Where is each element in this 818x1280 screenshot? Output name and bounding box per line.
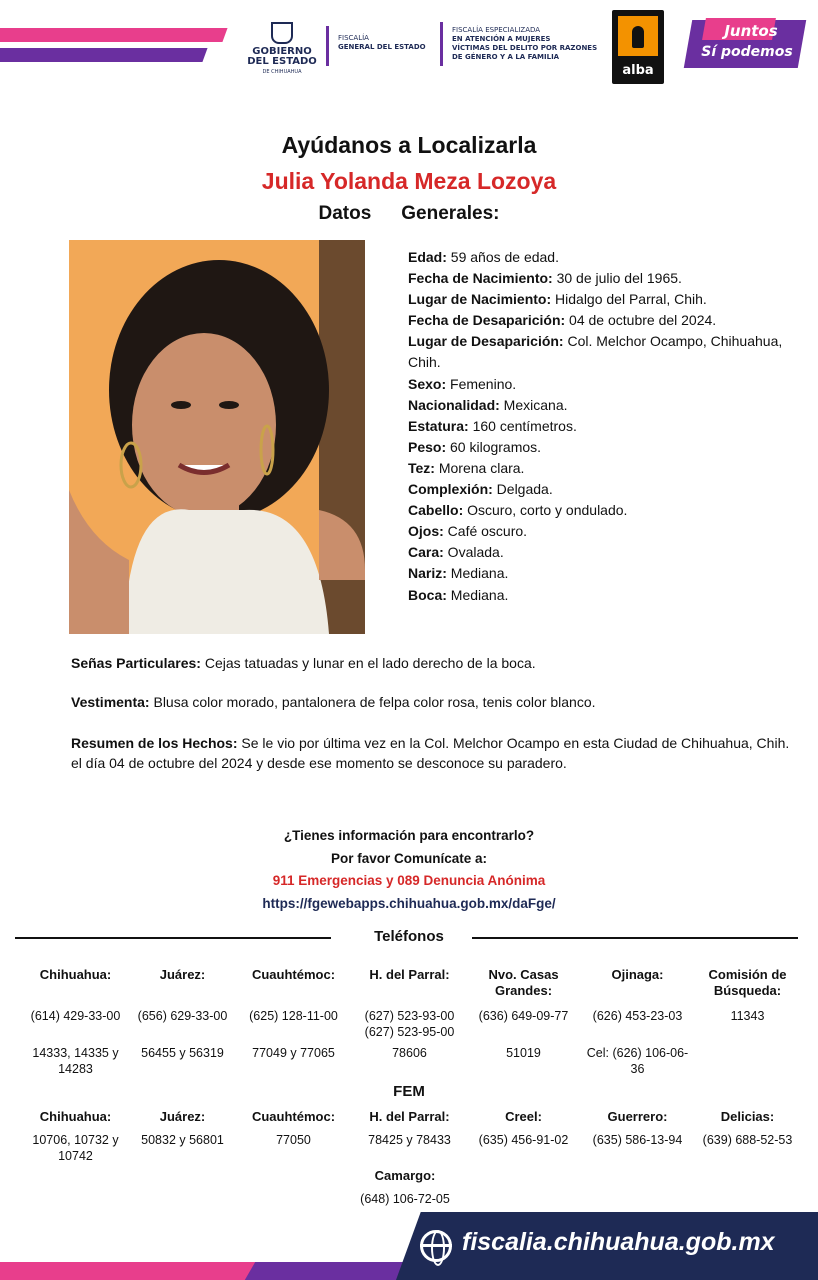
fem-line3: VÍCTIMAS DEL DELITO POR RAZONES: [452, 44, 598, 52]
tel-phone[interactable]: (636) 649-09-77: [478, 1009, 569, 1023]
datos-value: Col. Melchor Ocampo, Chihuahua, Chih.: [408, 333, 783, 371]
datos-label: Nariz:: [408, 565, 447, 582]
fem-value[interactable]: (639) 688-52-53: [702, 1133, 793, 1147]
senas-value: Cejas tatuadas y lunar en el lado derecho de la boca.: [200, 655, 536, 671]
datos-label: Fecha de Desaparición:: [408, 312, 566, 329]
fem-city: Chihuahua:: [39, 1109, 112, 1124]
fge-line2: GENERAL DEL ESTADO: [338, 43, 426, 51]
senas-label: Señas Particulares:: [71, 655, 201, 671]
datos-label: Boca:: [408, 586, 447, 603]
tel-city: Cuauhtémoc:: [251, 967, 336, 982]
datos-item: [408, 374, 803, 395]
tel-extension: 78606: [392, 1046, 427, 1060]
datos-value: 30 de julio del 1965.: [552, 270, 682, 287]
datos-value: Hidalgo del Parral, Chih.: [551, 291, 707, 308]
tel-phone[interactable]: (625) 128-11-00: [249, 1009, 338, 1023]
datos-value: Mediana.: [446, 586, 509, 603]
datos-item: [408, 542, 803, 563]
vestimenta-label: Vestimenta:: [71, 694, 150, 710]
fem-value[interactable]: 78425 y 78433: [368, 1133, 451, 1147]
fem-line2: EN ATENCIÓN A MUJERES: [452, 35, 551, 43]
fem-heading: FEM: [393, 1083, 425, 1100]
poster-title: Ayúdanos a Localizarla: [281, 132, 537, 158]
datos-value: Oscuro, corto y ondulado.: [463, 502, 628, 519]
datos-item: [408, 479, 803, 500]
heading-part-1: Datos: [318, 203, 372, 224]
vestimenta-value: Blusa color morado, pantalonera de felpa color rosa, tenis color blanco.: [149, 694, 596, 710]
datos-item: [408, 563, 803, 584]
tel-extension: 14333, 14335 y 14283: [32, 1046, 119, 1076]
contact-block: [0, 825, 818, 915]
datos-generales-list: [408, 247, 803, 606]
person-icon: [632, 26, 644, 48]
datos-value: Café oscuro.: [443, 523, 528, 540]
tel-extension: Cel: (626) 106-06-36: [586, 1046, 689, 1076]
telefonos-heading: Teléfonos: [374, 928, 444, 945]
fem-line1: FISCALÍA ESPECIALIZADA: [452, 26, 541, 34]
fem-city: Creel:: [505, 1109, 542, 1124]
datos-label: Cara:: [408, 544, 444, 561]
fge-line1: FISCALÍA: [338, 34, 369, 42]
report-url-link[interactable]: https://fgewebapps.chihuahua.gob.mx/daFge/: [262, 895, 556, 911]
datos-item: [408, 521, 803, 542]
person-name: Julia Yolanda Meza Lozoya: [261, 168, 557, 194]
contact-question: ¿Tienes información para encontrarlo?: [283, 828, 535, 843]
datos-item: [408, 585, 803, 606]
fem-city: Delicias:: [720, 1109, 775, 1124]
datos-item: [408, 500, 803, 521]
datos-value: Delgada.: [492, 481, 553, 498]
datos-label: Estatura:: [408, 417, 469, 434]
datos-item: [408, 395, 803, 416]
tel-city: Juárez:: [159, 967, 206, 982]
vestimenta: [71, 692, 791, 712]
datos-value: Morena clara.: [434, 459, 525, 476]
contact-please: Por favor Comunícate a:: [330, 850, 488, 866]
datos-value: Mexicana.: [499, 396, 568, 413]
tel-extension: 56455 y 56319: [141, 1046, 224, 1060]
gob-line2: DEL ESTADO: [247, 56, 317, 67]
emergency-numbers: 911 Emergencias y 089 Denuncia Anónima: [272, 873, 546, 888]
protocolo-alba-logo: [612, 10, 664, 84]
header-divider-2: [440, 22, 443, 66]
alba-text: alba: [622, 63, 654, 78]
datos-label: Fecha de Nacimiento:: [408, 270, 553, 287]
fiscalia-general-logo: [338, 34, 426, 52]
camargo-phone[interactable]: (648) 106-72-05: [360, 1192, 450, 1206]
datos-label: Peso:: [408, 438, 447, 455]
datos-label: Nacionalidad:: [408, 396, 500, 413]
tel-phone[interactable]: (627) 523-93-00 (627) 523-95-00: [364, 1009, 455, 1039]
datos-value: Femenino.: [446, 375, 517, 392]
resumen-hechos: [71, 733, 791, 773]
camargo-city: Camargo:: [374, 1168, 436, 1183]
datos-label: Edad:: [408, 249, 447, 265]
datos-value: Mediana.: [446, 565, 509, 582]
datos-item: [408, 437, 803, 458]
tel-city: Nvo. Casas Grandes:: [488, 967, 559, 998]
fem-line4: DE GÉNERO Y A LA FAMILIA: [452, 53, 560, 61]
resumen-label: Resumen de los Hechos:: [71, 735, 238, 751]
datos-item: [408, 458, 803, 479]
datos-label: Sexo:: [408, 375, 447, 392]
datos-value: 59 años de edad.: [446, 249, 559, 265]
tel-city: Ojinaga:: [611, 967, 664, 982]
datos-item: [408, 310, 803, 331]
tel-phone[interactable]: (614) 429-33-00: [30, 1009, 121, 1023]
fem-value[interactable]: (635) 586-13-94: [592, 1133, 683, 1147]
datos-generales-heading: [0, 203, 818, 225]
header-divider: [326, 26, 329, 66]
footer-website-link[interactable]: fiscalia.chihuahua.gob.mx: [462, 1228, 775, 1256]
fem-value[interactable]: 10706, 10732 y 10742: [32, 1133, 119, 1163]
slogan-line1: Juntos: [724, 22, 778, 40]
person-photo: [69, 240, 365, 634]
datos-item: [408, 331, 803, 373]
datos-label: Lugar de Nacimiento:: [408, 291, 552, 308]
fem-city: Guerrero:: [607, 1109, 668, 1124]
footer-pink-band: [0, 1262, 285, 1280]
tel-extension: 51019: [506, 1046, 541, 1060]
datos-item: [408, 289, 803, 310]
tel-phone[interactable]: (656) 629-33-00: [137, 1009, 228, 1023]
senas-particulares: [71, 653, 791, 673]
tel-city: H. del Parral:: [369, 967, 450, 982]
fem-value[interactable]: (635) 456-91-02: [478, 1133, 569, 1147]
datos-value: 04 de octubre del 2024.: [565, 312, 717, 329]
datos-label: Ojos:: [408, 523, 444, 540]
datos-item: [408, 416, 803, 437]
fem-city: Juárez:: [159, 1109, 206, 1124]
datos-label: Complexión:: [408, 481, 493, 498]
tel-city: Chihuahua:: [39, 967, 112, 982]
datos-item: [408, 247, 803, 268]
tel-extension: 77049 y 77065: [252, 1046, 335, 1060]
tel-phone[interactable]: 11343: [730, 1009, 765, 1023]
datos-value: 160 centímetros.: [468, 417, 577, 434]
resumen-value: Se le vio por última vez en la Col. Melchor Ocampo en esta Ciudad de Chihuahua, Chih. el día 04 de octubre del 2024 y desde ese momento se desconoce su paradero.: [71, 735, 790, 771]
datos-label: Lugar de Desaparición:: [408, 333, 564, 350]
portrait-illustration: [69, 240, 365, 634]
header-pink-stripe: [0, 28, 228, 42]
fem-city: Cuauhtémoc:: [251, 1109, 336, 1124]
datos-label: Cabello:: [408, 502, 464, 519]
globe-icon: [420, 1230, 452, 1262]
header-purple-stripe: [0, 48, 208, 62]
state-shield-icon: [271, 22, 293, 44]
datos-item: [408, 268, 803, 289]
fem-city: H. del Parral:: [369, 1109, 450, 1124]
datos-value: 60 kilogramos.: [446, 438, 542, 455]
gobierno-estado-logo: [246, 22, 318, 77]
datos-value: Ovalada.: [443, 544, 504, 561]
gob-line1: GOBIERNO: [252, 46, 312, 57]
tel-city: Comisión de Búsqueda:: [708, 967, 787, 998]
fiscalia-mujeres-logo: [452, 26, 602, 62]
tel-phone[interactable]: (626) 453-23-03: [592, 1009, 683, 1023]
slogan-line2: Sí podemos: [701, 44, 793, 60]
datos-label: Tez:: [408, 459, 435, 476]
gob-line3: DE CHIHUAHUA: [262, 69, 302, 75]
fem-value[interactable]: 50832 y 56801: [141, 1133, 224, 1147]
fem-value[interactable]: 77050: [276, 1133, 311, 1147]
heading-part-2: Generales:: [401, 203, 500, 224]
